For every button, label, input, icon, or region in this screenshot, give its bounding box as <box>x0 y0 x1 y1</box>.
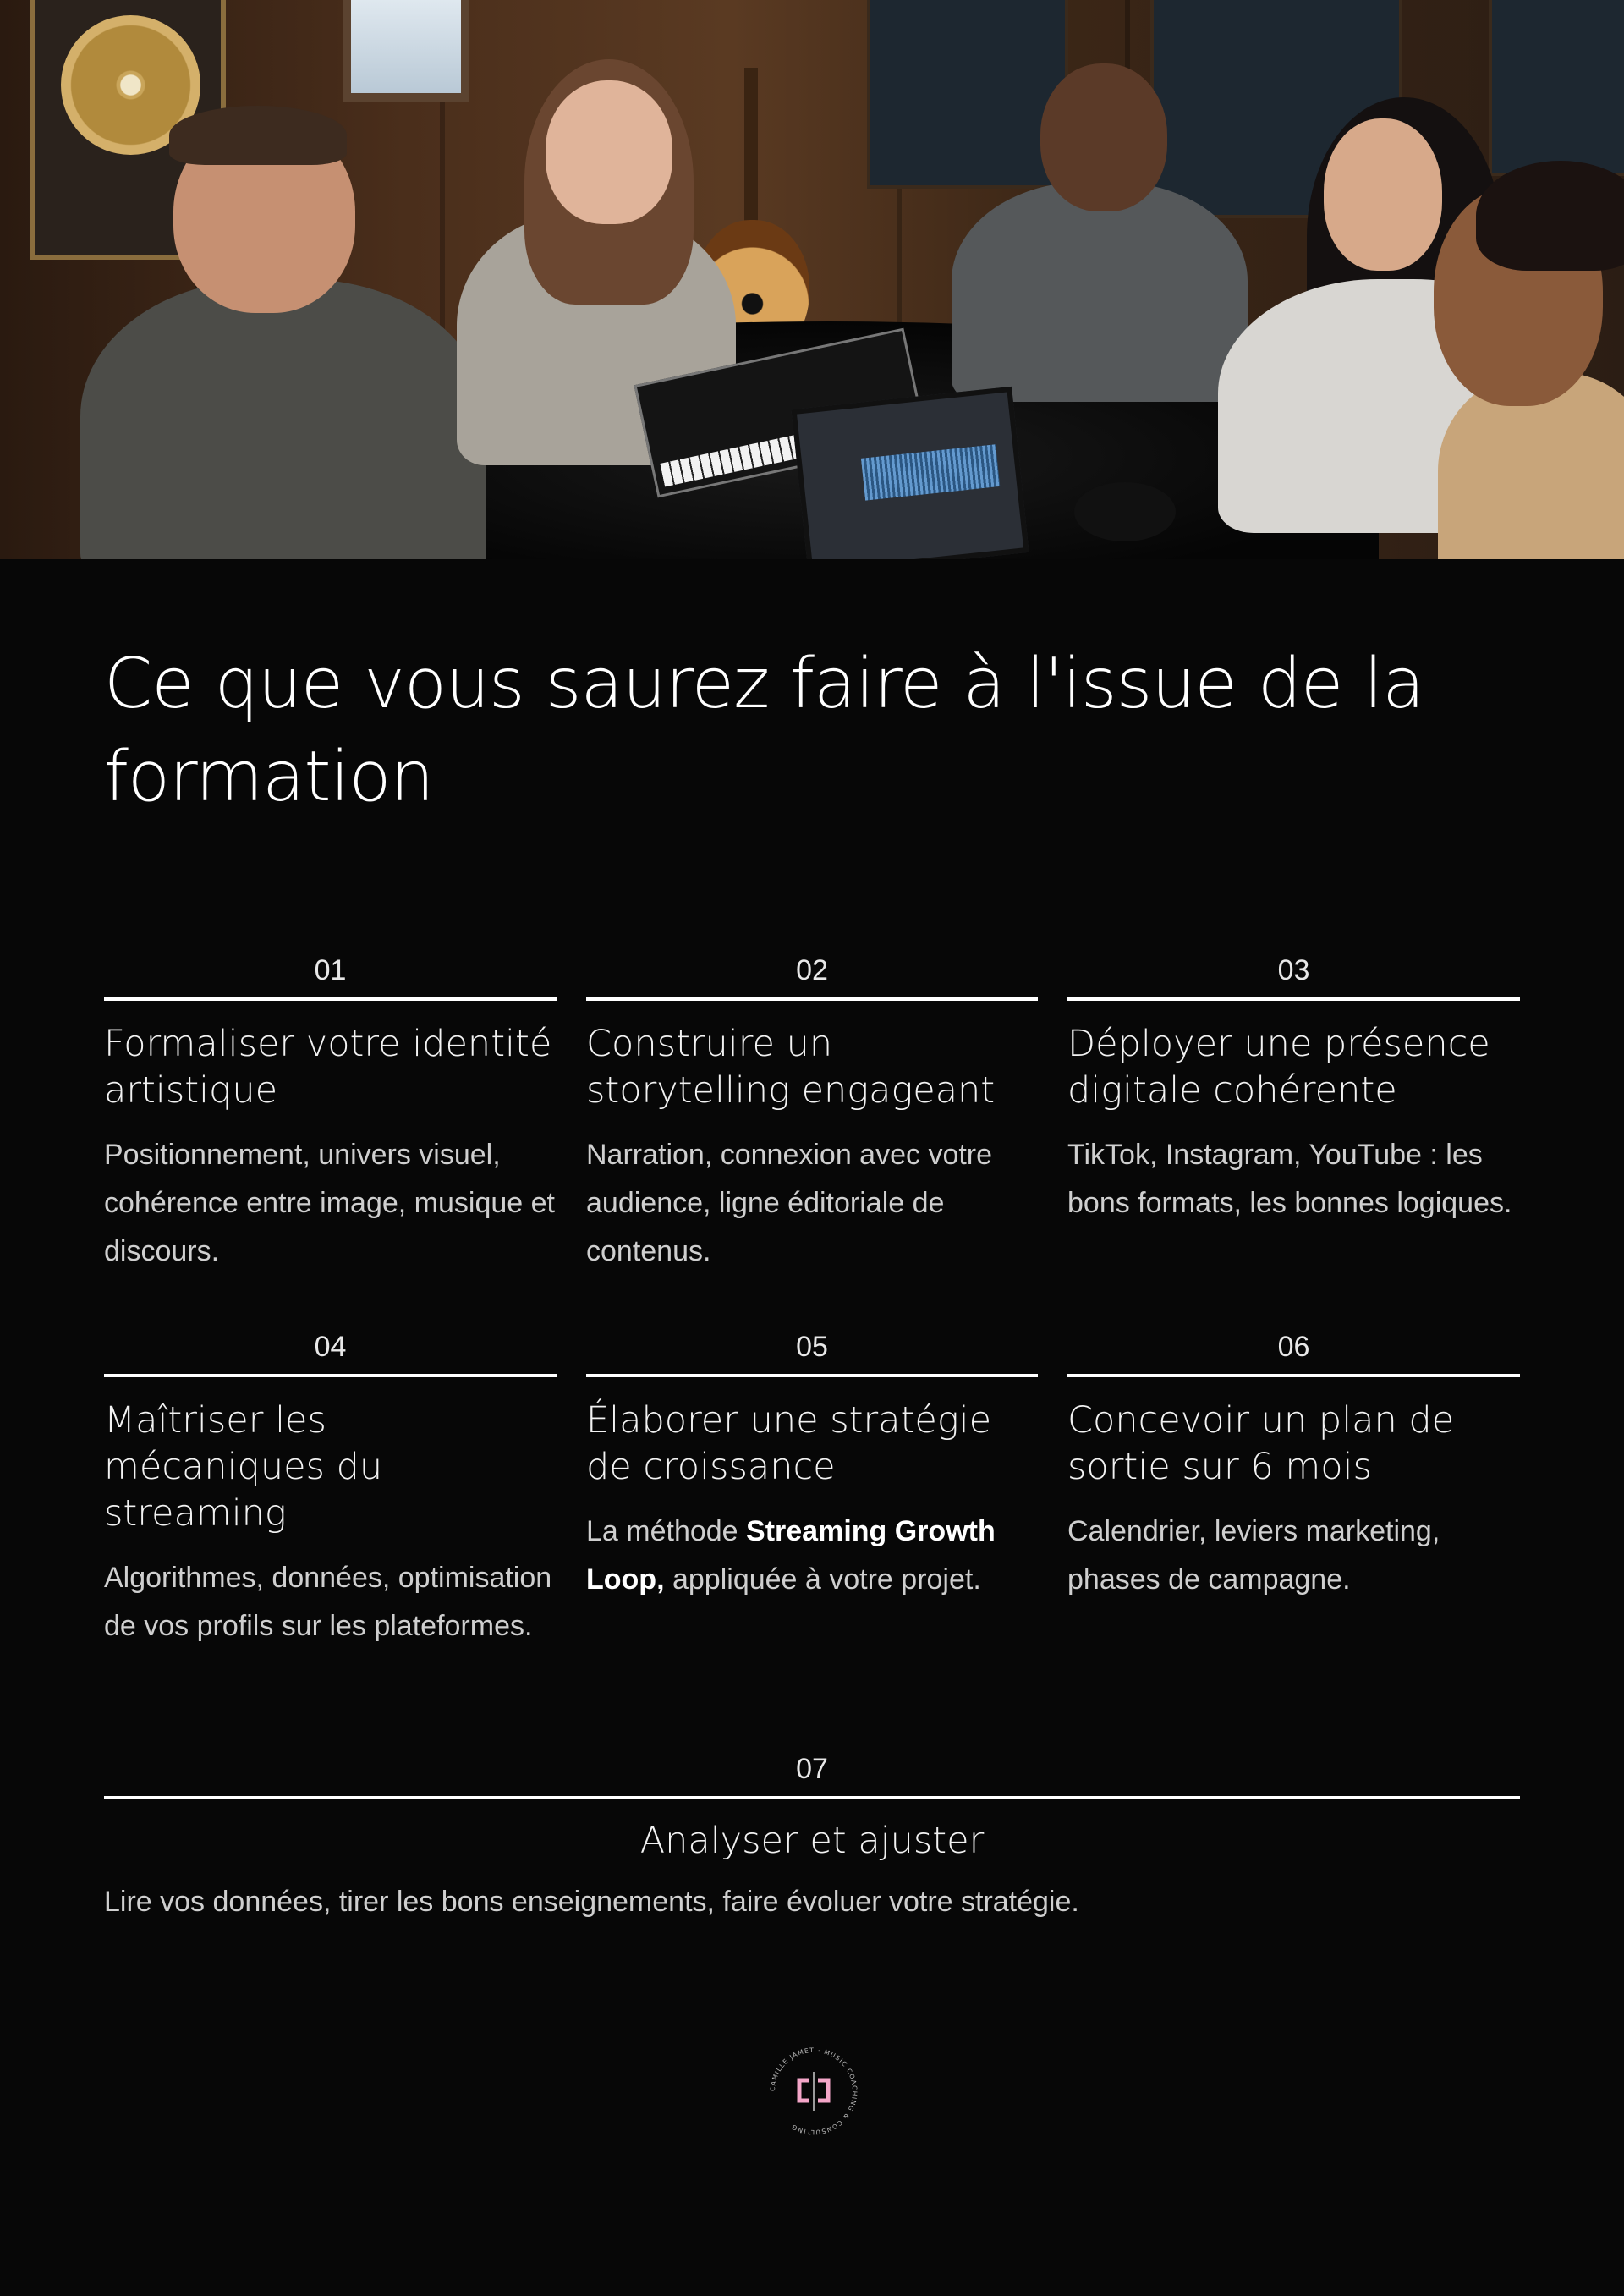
person-2-face <box>546 80 672 224</box>
logo-ring-text: CAMILLE JAMET · MUSIC COACHING & CONSULTING <box>768 2046 859 2137</box>
logo-initial-right: J <box>823 2085 824 2086</box>
card-number: 06 <box>1277 1331 1310 1363</box>
learning-outcome-card <box>104 1752 1520 1926</box>
person-4-head <box>1324 118 1442 271</box>
person-3-torso <box>952 182 1248 402</box>
window <box>343 0 469 102</box>
logo-letter-j <box>818 2080 828 2101</box>
card-description: Calendrier, leviers marketing, phases de campagne. <box>1067 1515 1440 1596</box>
card-divider <box>586 1374 1038 1377</box>
card-number: 02 <box>796 954 828 986</box>
card-divider <box>1067 1374 1520 1377</box>
card-title: Concevoir un plan de sortie sur 6 mois <box>1067 1399 1455 1488</box>
card-divider <box>1067 997 1520 1001</box>
person-1-hair <box>169 106 347 165</box>
acoustic-panel <box>867 0 1068 189</box>
card-divider <box>104 1796 1520 1799</box>
learning-outcome-card <box>586 1330 1038 1604</box>
card-number: 03 <box>1277 954 1310 986</box>
card-divider <box>104 1374 557 1377</box>
laptop <box>791 387 1029 559</box>
card-description: Lire vos données, tirer les bons enseignements, faire évoluer votre stratégie. <box>104 1886 1079 1918</box>
person-3-head <box>1040 63 1167 211</box>
description-prefix: La méthode <box>586 1515 747 1547</box>
card-number: 07 <box>796 1753 828 1785</box>
card-title: Élaborer une stratégie de croissance <box>586 1399 992 1488</box>
headphones <box>1074 482 1176 541</box>
card-description: Algorithmes, données, optimisation de vos profils sur les plateformes. <box>104 1562 552 1642</box>
card-title: Construire un storytelling engageant <box>586 1023 996 1112</box>
learning-outcome-card <box>1067 953 1520 1228</box>
card-title: Déployer une présence digitale cohérente <box>1067 1023 1490 1112</box>
card-title: Analyser et ajuster <box>639 1820 985 1862</box>
card-description: Narration, connexion avec votre audience, ligne éditoriale de contenus. <box>586 1139 993 1267</box>
card-title: Maîtriser les mécaniques du streaming <box>104 1399 383 1535</box>
method-name: Streaming Growth Loop, <box>586 1515 996 1596</box>
learning-outcome-card <box>1067 1330 1520 1604</box>
card-divider <box>586 997 1038 1001</box>
description-suffix: appliquée à votre projet. <box>664 1563 981 1596</box>
card-divider <box>104 997 557 1001</box>
person-1-torso <box>80 279 486 559</box>
acoustic-panel <box>1489 0 1624 176</box>
section-title: Ce que vous saurez faire à l'issue de la formation <box>104 644 1424 817</box>
person-5-hair <box>1476 161 1624 271</box>
card-number: 04 <box>314 1331 347 1363</box>
learning-outcome-card <box>104 1330 557 1651</box>
learning-outcome-card <box>104 953 557 1276</box>
logo-letter-c <box>799 2080 809 2101</box>
card-title: Formaliser votre identité artistique <box>104 1023 552 1112</box>
card-number: 05 <box>796 1331 828 1363</box>
brand-logo <box>764 2041 864 2141</box>
card-description: Positionnement, univers visuel, cohérence entre image, musique et discours. <box>104 1139 555 1267</box>
learning-outcome-card <box>586 953 1038 1276</box>
card-description: TikTok, Instagram, YouTube : les bons formats, les bonnes logiques. <box>1067 1139 1512 1219</box>
card-number: 01 <box>314 954 347 986</box>
card-description <box>586 1508 1038 1604</box>
hero-image <box>0 0 1624 559</box>
